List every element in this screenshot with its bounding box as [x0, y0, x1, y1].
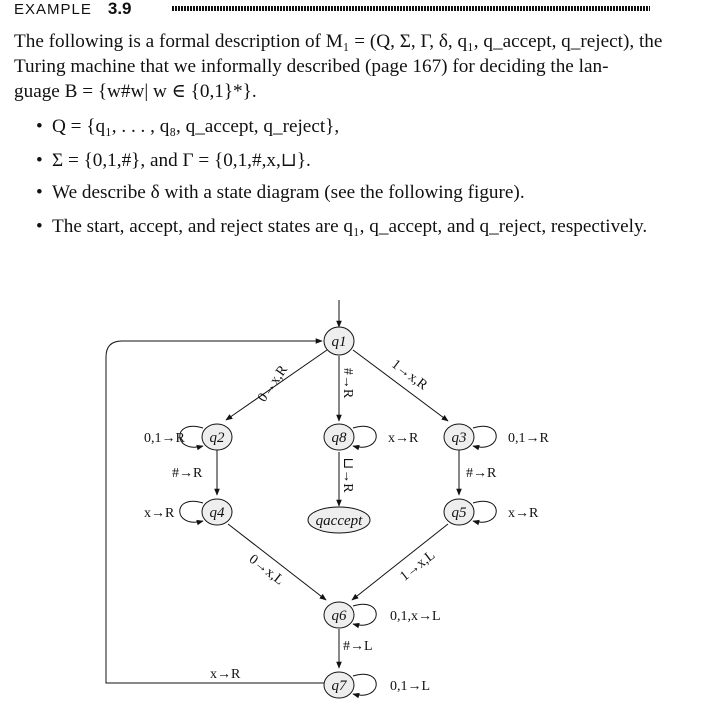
- state-q1: [324, 327, 354, 355]
- example-label: EXAMPLE: [14, 0, 92, 18]
- label-q1-q8: #→R: [340, 367, 355, 399]
- state-qaccept: [308, 507, 370, 533]
- label-q7-q1: x→R: [210, 667, 241, 682]
- state-q4: [202, 499, 232, 525]
- label-q2-q4: #→R: [172, 466, 203, 481]
- state-q3: [444, 424, 474, 450]
- state-q5: [444, 499, 474, 525]
- label-q8-loop: x→R: [388, 431, 419, 446]
- paragraph-line-2: Turing machine that we informally described (page 167) for deciding the lan-: [14, 56, 609, 77]
- label-q4-loop: x→R: [144, 506, 175, 521]
- loop-q3: [473, 426, 496, 447]
- bullet-text: We describe δ with a state diagram (see the following figure).: [52, 182, 525, 203]
- state-q7-label: q7: [331, 678, 347, 694]
- loop-q4: [180, 501, 203, 522]
- loop-q8: [353, 426, 376, 447]
- bullet-dot: •: [36, 116, 43, 137]
- paragraph-line-1-end: the: [638, 31, 663, 52]
- state-q6-label: q6: [331, 608, 347, 624]
- label-q2-loop: 0,1→R: [144, 431, 185, 446]
- state-qaccept-label: qaccept: [315, 513, 363, 529]
- label-q8-qaccept: ⊔→R: [340, 457, 355, 493]
- bullet-dot: •: [36, 216, 43, 237]
- state-q1-label: q1: [331, 334, 347, 350]
- language-definition-math: B = {w#w| w ∈ {0,1}*}.: [64, 81, 257, 102]
- state-q8-label: q8: [331, 430, 347, 446]
- loop-q7: [353, 674, 376, 695]
- loop-q5: [473, 501, 496, 522]
- label-q5-loop: x→R: [508, 506, 539, 521]
- state-q8: [324, 424, 354, 450]
- state-q6: [324, 602, 354, 628]
- label-q5-q6: 1→x,L: [397, 547, 439, 585]
- bullet-dot: •: [36, 150, 43, 171]
- bullet-dot: •: [36, 182, 43, 203]
- bullet-text: Σ = {0,1,#}, and Γ = {0,1,#,x,⊔}.: [52, 150, 311, 171]
- label-q4-q6: 0→x,L: [245, 551, 287, 589]
- edge-q4-q6: [228, 524, 326, 600]
- label-q1-q2: 0→x,R: [255, 362, 291, 406]
- bullet-text: The start, accept, and reject states are q₁, q_accept, and q_reject, respectively.: [52, 216, 648, 237]
- bullet-text: Q = {q₁, . . . , q₈, q_accept, q_reject},: [52, 116, 340, 137]
- label-q6-q7: #→L: [343, 639, 373, 654]
- label-q1-q3: 1→x,R: [388, 356, 430, 394]
- machine-tuple-math: M₁ = (Q, Σ, Γ, δ, q₁, q_accept, q_reject),: [325, 31, 635, 52]
- label-q6-loop: 0,1,x→L: [390, 609, 441, 624]
- loop-q6: [353, 604, 376, 625]
- state-q2: [202, 424, 232, 450]
- paragraph-line-1-text: The following is a formal description of: [14, 31, 321, 52]
- example-number: 3.9: [107, 0, 132, 18]
- label-q3-loop: 0,1→R: [508, 431, 549, 446]
- label-q7-loop: 0,1→L: [390, 679, 431, 694]
- state-q4-label: q4: [209, 505, 225, 521]
- paragraph-line-3-text: guage: [14, 81, 60, 102]
- state-q2-label: q2: [209, 430, 225, 446]
- label-q3-q5: #→R: [466, 466, 497, 481]
- state-q3-label: q3: [451, 430, 467, 446]
- state-q7: [324, 672, 354, 698]
- state-q5-label: q5: [451, 505, 467, 521]
